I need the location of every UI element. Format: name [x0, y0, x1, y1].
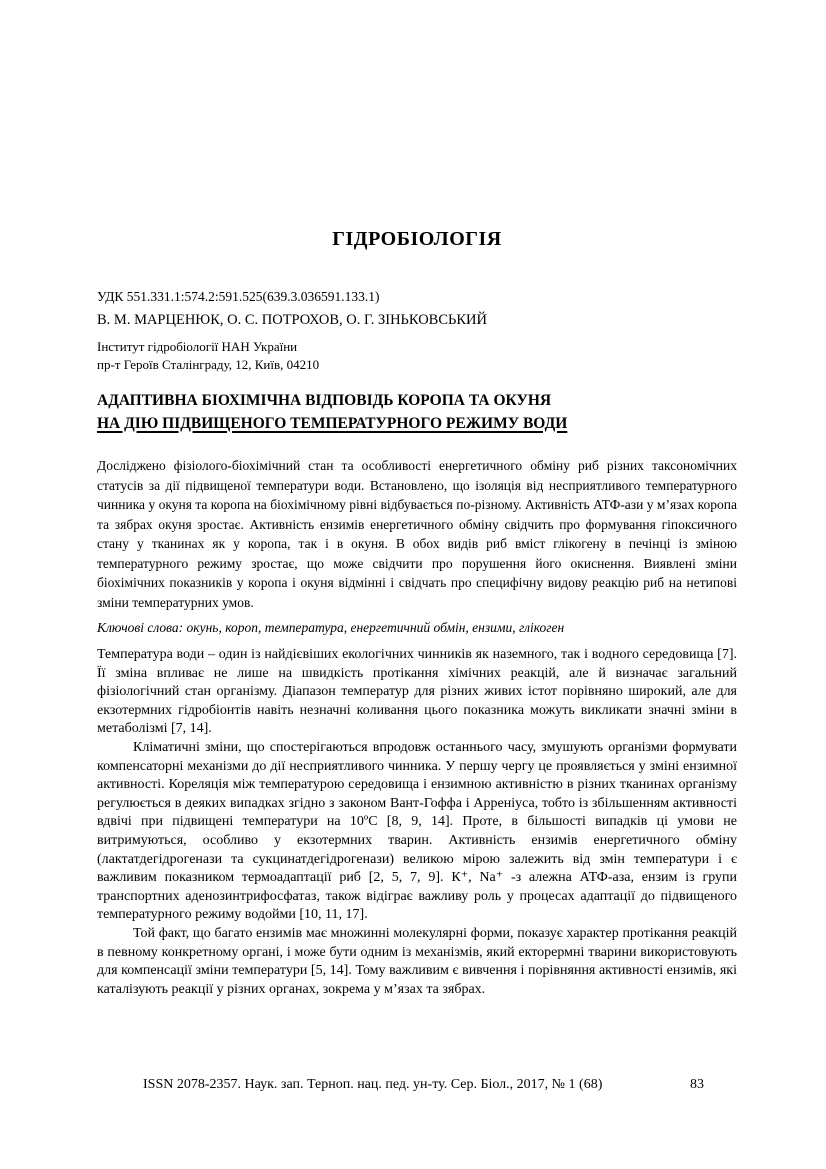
body-paragraph: Кліматичні зміни, що спостерігаються впродовж останнього часу, змушують організми формувати компенсаторні механізми до дії несприятливого чинника. У першу чергу це проявляється у зміні ензимної активності. Кореляція між температурою середовища і ензимною активністю в різних тканинах організму регулюється в деяких випадках згідно з законом Вант-Гоффа і Арреніуса, тобто із збільшенням активності вдвічі при підвищені температури на 10ºС [8, 9, 14]. Проте, в більшості випадків ці умови не витримуються, особливо у екзотермних тварин. Активність ензимів енергетичного обміну (лактатдегідрогенази та сукцинатдегідрогенази) великою мірою залежить від змін температури і є важливим показником термоадаптації риб [2, 5, 7, 9]. К⁺, Na⁺ -з алежна АТФ-аза, ензим із групи транспортних аденозинтрифосфатаз, також відіграє важливу роль у процесах адаптації до підвищеного температурного режиму водойми [10, 11, 17].: [97, 739, 737, 923]
affiliation-institute: Інститут гідробіології НАН України: [97, 339, 298, 354]
article-title: [97, 390, 737, 435]
body-paragraph: Температура води – один із найдієвіших екологічних чинників як наземного, так і водного середовища [7]. Її зміна впливає не лише на швидкість протікання хімічних реакцій, але й визначає загальний фізіологічний стан організму. Діапазон температур для різних живих істот порівняно широкий, але для екзотермних гідробіонтів навіть незначні коливання цього показника можуть викликати значні зміни в метаболізмі [7, 14].: [97, 647, 737, 737]
authors-line: В. М. МАРЦЕНЮК, О. С. ПОТРОХОВ, О. Г. ЗІНЬКОВСЬКИЙ: [97, 312, 487, 328]
section-title: ГІДРОБІОЛОГІЯ: [332, 228, 502, 250]
affiliation-address: пр-т Героїв Сталінграду, 12, Київ, 04210: [97, 356, 320, 372]
article-title-line2: НА ДІЮ ПІДВИЩЕНОГО ТЕМПЕРАТУРНОГО РЕЖИМУ ВОДИ: [97, 414, 568, 432]
footer-citation: ISSN 2078-2357. Наук. зап. Терноп. нац. пед. ун-ту. Сер. Біол., 2017, № 1 (68): [143, 1077, 603, 1092]
page-content: [97, 0, 737, 999]
page-footer: [97, 1076, 737, 1094]
keywords-line: Ключові слова: окунь, короп, температура, енергетичний обмін, ензими, глікоген: [97, 620, 565, 635]
page-number: 83: [690, 1077, 704, 1092]
udc-code: УДК 551.331.1:574.2:591.525(639.3.036591.133.1): [97, 289, 380, 304]
body-paragraph: Той факт, що багато ензимів має множинні молекулярні форми, показує характер протікання реакцій в певному конкретному органі, і може бути одним із механізмів, який екторермні тварини використовують для компенсації зміни температури [5, 14]. Тому важливим є вивчення і порівняння активності ензимів, які каталізують реакції у різних органах, зокрема у м’язах та зябрах.: [97, 925, 737, 997]
abstract-text: Досліджено фізіолого-біохімічний стан та особливості енергетичного обміну риб різних таксономічних статусів за дії підвищеної температури води. Встановлено, що ізоляція від несприятливого температурного чинника у окуня та коропа на біохімічному рівні відбувається по-різному. Активність АТФ-ази у м’язах коропа та зябрах окуня зростає. Активність ензимів енергетичного обміну свідчить про формування гіпоксичного стану у тканинах як у коропа, так і в окуня. В обох видів риб вміст глікогену в печінці із зміною температурного режиму зростає, що може свідчити про порушення його окиснення. Виявлені зміни біохімічних показників у коропа і окуня відмінні і свідчать про специфічну видову реакцію риб на нетипові зміни температурних умов.: [97, 458, 737, 610]
article-title-line1: АДАПТИВНА БІОХІМІЧНА ВІДПОВІДЬ КОРОПА ТА ОКУНЯ: [97, 392, 552, 409]
